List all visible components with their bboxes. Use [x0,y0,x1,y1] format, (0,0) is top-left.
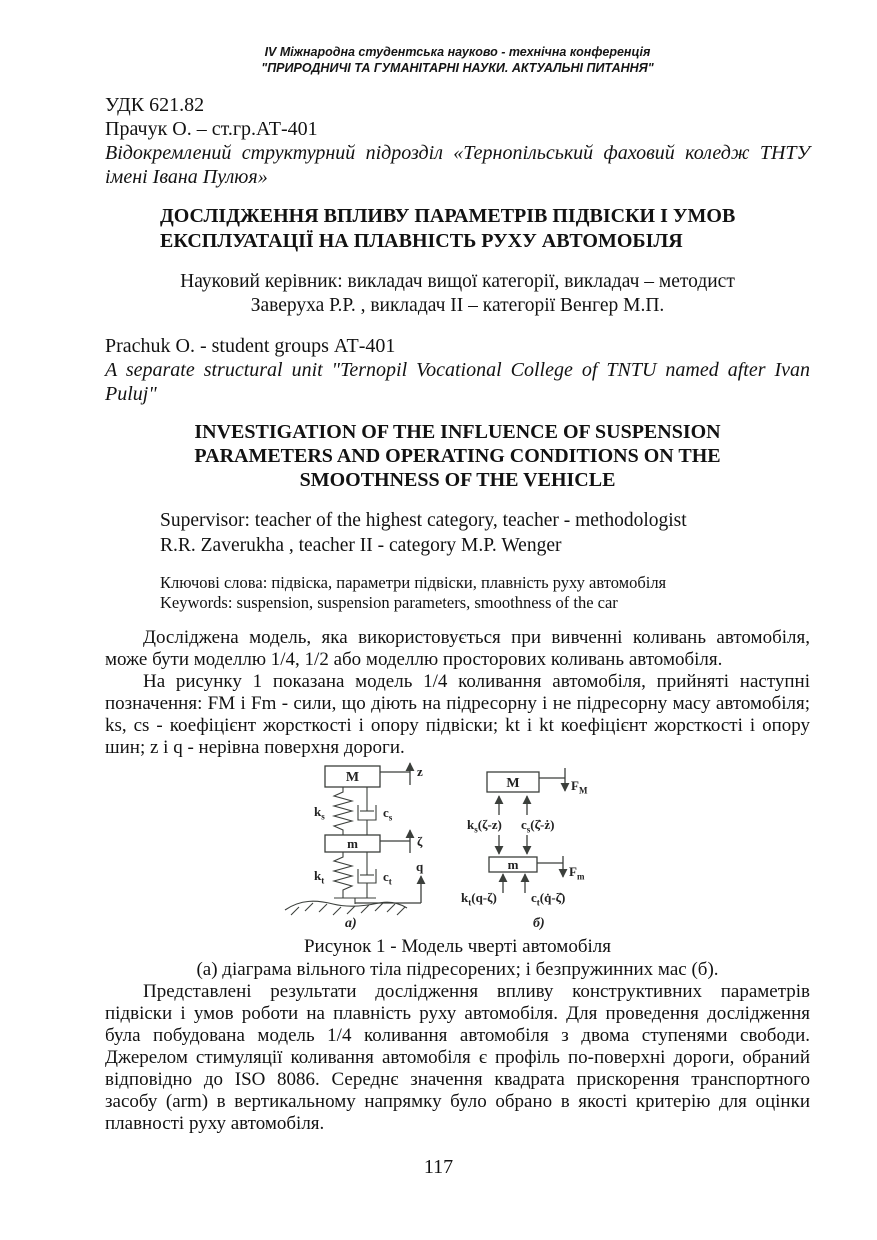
author-ua: Прачук О. – ст.гр.АТ-401 [105,118,318,140]
supervisor-ua [105,270,810,318]
supervisor-en-line2: R.R. Zaverukha , teacher II - category M.P. Wenger [160,535,562,556]
title-en-line3: SMOOTHNESS OF THE VEHICLE [299,469,616,491]
spring-force-lower-label: $k_t(q-\zeta)$ [461,890,497,908]
conference-header-line2: "ПРИРОДНИЧІ ТА ГУМАНІТАРНІ НАУКИ. АКТУАЛЬНІ ПИТАННЯ" [261,61,654,75]
diagram-a-label: а) [345,916,357,931]
z-coordinate-label: z [417,764,423,779]
force-upper-label: $F_M$ [571,778,588,796]
title-ua-line2: ЕКСПЛУАТАЦІЇ НА ПЛАВНІСТЬ РУХУ АВТОМОБІЛЯ [160,230,683,252]
keywords-en: Keywords: suspension, suspension parameters, smoothness of the car [160,593,618,612]
paragraph-1: Досліджена модель, яка використовується при вивченні коливань автомобіля, може бути моделлю 1/4, 1/2 або моделлю просторових коливань автомобіля. [105,627,810,670]
figure-caption [105,935,810,981]
title-ua [105,204,810,254]
suspension-damper-label: $c_s$ [383,805,393,823]
title-en-line1: INVESTIGATION OF THE INFLUENCE OF SUSPENSION [194,421,721,443]
supervisor-en-line1: Supervisor: teacher of the highest category, teacher - methodologist [160,510,687,531]
affiliation-ua: Відокремлений структурний підрозділ «Тернопільський фаховий коледж ТНТУ імені Івана Пулюя» [105,142,810,188]
q-coordinate-label: q [416,859,424,874]
meta-block-ua [105,93,810,189]
diagram-a [285,763,424,931]
suspension-spring-label: $k_s$ [314,804,325,822]
tire-damper-label: $c_t$ [383,869,392,887]
body-text-top [105,627,810,759]
force-lower-label: $F_m$ [569,864,585,882]
sprung-mass-label-a: M [345,770,360,785]
sprung-mass-label-b: M [506,776,520,791]
body-text-bottom [105,981,810,1135]
figure-caption-line1: Рисунок 1 - Модель чверті автомобіля [303,936,611,957]
paragraph-3: Представлені результати дослідження впливу конструктивних параметрів підвіски і умов роботи на плавність руху автомобіля. Для проведення дослідження була побудована модель 1/4 коливання автомобіля з двома ступенями свободи. Джерелом стимуляції коливання автомобіля є профіль по-поверхні дороги, обраний відповідно до ISO 8086. Середнє значення квадрата прискорення транспортного засобу (arm) в вертикальному напрямку було обрано в якості критерію для оцінки плавності руху автомобіля. [105,981,810,1134]
figure-caption-line2: (а) діаграма вільного тіла підресорених; і безпружинних мас (б). [196,959,719,980]
figure-1 [277,759,629,933]
spring-force-upper-label: $k_s(\zeta-z)$ [467,817,502,835]
unsprung-mass-label-b: m [507,857,519,872]
damper-force-upper-label: $c_s(\zetȧ-ż)$ [521,817,555,835]
suspension-spring-icon [334,787,352,835]
tire-spring-label: $k_t$ [314,868,325,886]
author-en: Prachuk O. - student groups АТ-401 [105,335,396,357]
supervisor-ua-line1: Науковий керівник: викладач вищої категорії, викладач – методист [180,271,735,292]
page-number: 117 [423,1156,454,1178]
conference-header-line1: IV Міжнародна студентська науково - технічна конференція [264,45,651,59]
quarter-car-model-figure [277,759,629,933]
keywords-ua: Ключові слова: підвіска, параметри підвіски, плавність руху автомобіля [160,573,667,592]
title-en [105,420,810,492]
paragraph-2: На рисунку 1 показана модель 1/4 коливання автомобіля, прийняті наступні позначення: FM і Fm - сили, що діють на підресорну і не підресорну масу автомобіля; ks, cs - коефіцієнт жорсткості і опору підвіски; kt і kt коефіцієнт жорсткості і опору шин; z і q - нерівна поверхня дороги. [105,671,810,758]
diagram-b [461,768,588,931]
meta-block-en [105,334,810,406]
tire-spring-icon [334,852,352,898]
title-en-line2: PARAMETERS AND OPERATING CONDITIONS ON THE [194,445,721,467]
road-hatching [291,903,405,915]
supervisor-ua-line2: Заверуха Р.Р. , викладач II – категорії Венгер М.П. [250,295,665,316]
udc-number: УДК 621.82 [105,94,205,116]
damper-force-lower-label: $c_t(q̇-\zetȧ)$ [531,890,566,908]
affiliation-en: A separate structural unit "Ternopil Vocational College of TNTU named after Ivan Puluj" [105,359,810,405]
title-ua-line1: ДОСЛІДЖЕННЯ ВПЛИВУ ПАРАМЕТРІВ ПІДВІСКИ І УМОВ [160,205,736,227]
keywords-block [105,573,810,613]
conference-header [105,44,810,76]
diagram-b-label: б) [533,916,545,931]
supervisor-en [105,508,810,558]
unsprung-mass-label-a: m [347,836,358,851]
zeta-coordinate-label: ζ [417,834,423,849]
